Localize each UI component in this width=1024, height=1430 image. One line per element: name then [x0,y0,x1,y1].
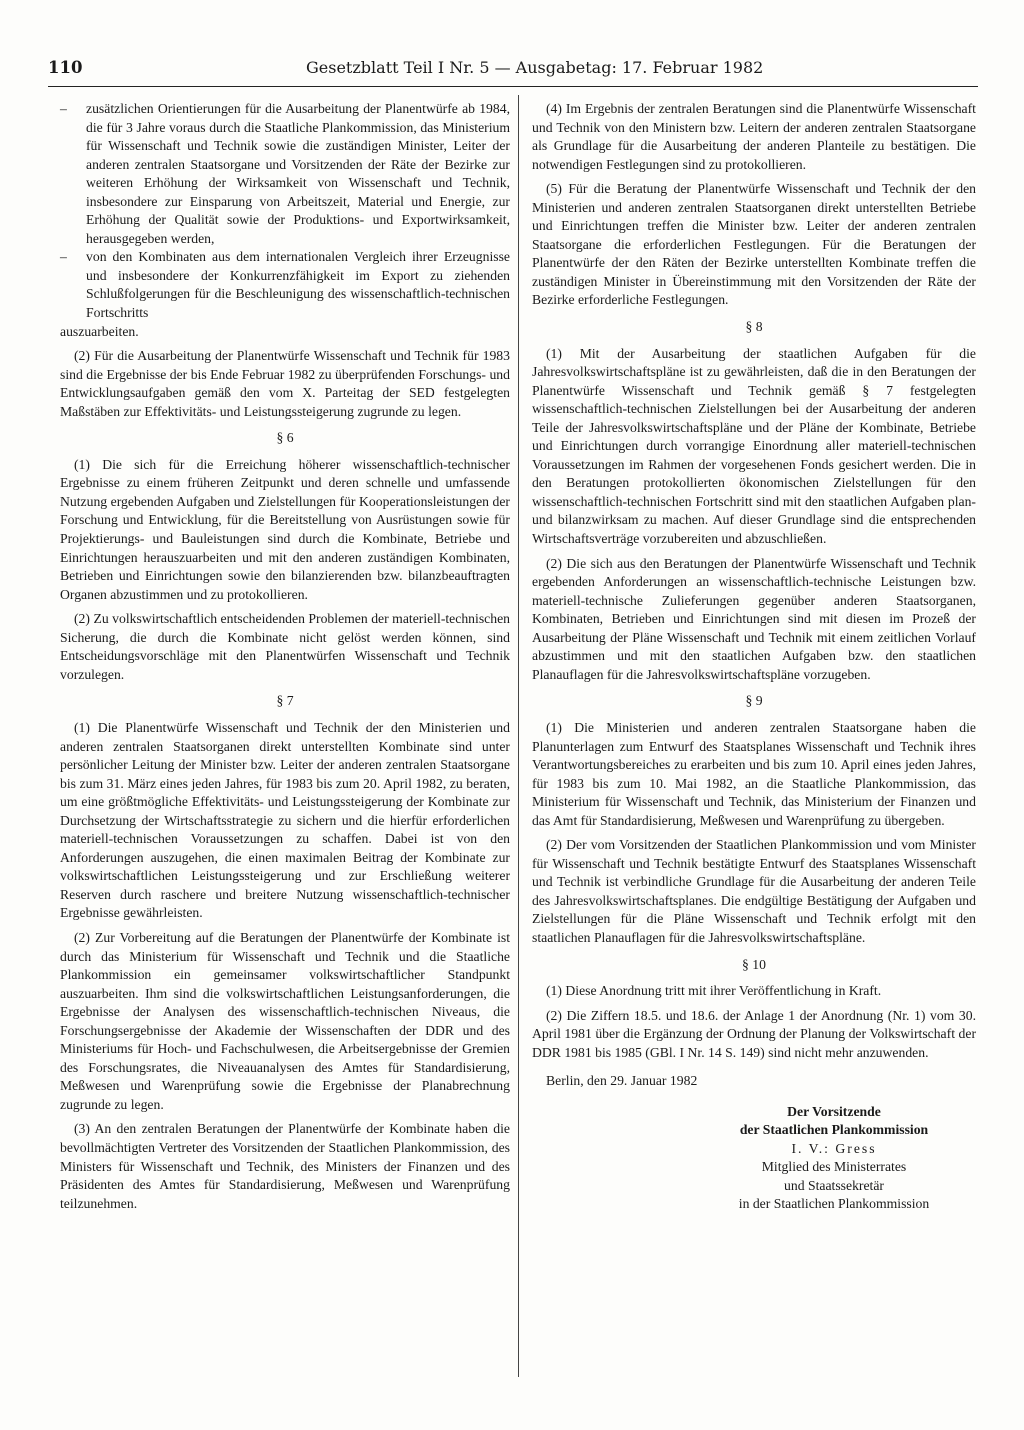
list-item [60,100,510,248]
column-divider [518,95,519,1377]
section-heading-8: § 8 [745,319,763,335]
list-item-text: zusätzlichen Orientierungen für die Ausarbeitung der Planentwürfe ab 1984, die für 3 Jahre voraus durch die Staatliche Plankommission, das Ministerium für Wissenschaft und Technik sowie die zuständigen Minister, Leiter der anderen zentralen Staatsorgane und Vorsitzenden der Räte der Bezirke zur weiteren Erhöhung der Wirksamkeit von Wissenschaft und Technik, insbesondere zur Einsparung von Arbeitszeit, Material und Energie, zur Erhöhung der Qualität sowie der Produktions- und Exportwirksamkeit, herausgegeben werden, [86,101,510,246]
paragraph-7-3: (3) An den zentralen Beratungen der Planentwürfe der Kombinate haben die bevollmächtigten Vertreter des Vorsitzenden der Staatlichen Plankommission, des Ministers für Wissenschaft und Technik, des Ministers der Finanzen und des Präsidenten des Amtes für Standardisierung, Meßwesen und Warenprüfung teilzunehmen. [60,1121,510,1211]
paragraph-10-1: (1) Diese Anordnung tritt mit ihrer Veröffentlichung in Kraft. [546,983,882,999]
paragraph-8-1: (1) Mit der Ausarbeitung der staatlichen Aufgaben für die Jahresvolkswirtschaftspläne ist zu gewährleisten, daß die in den Beratungen der Planentwürfe Wissenschaft und Technik gemäß § 7 festgelegten wissenschaftlich-technischen Zielstellungen bei der Ausarbeitung der anderen Teile der Jahresvolkswirtschaftspläne und der Pläne der Kombinate, Betriebe und Einrichtungen durch vorrangige Einordnung aller materiell-technischen Voraussetzungen im Rahmen der vorgesehenen Fonds gesichert werden. Die in den Beratungen protokollierten ökonomischen Zielstellungen für den wissenschaftlich-technischen Fortschritt sind mit den staatlichen Aufgaben plan- und bilanzwirksam zu machen. Auf dieser Grundlage sind die entsprechenden Wirtschaftsverträge vorzubereiten und abzuschließen. [532,345,976,547]
paragraph-6-1: (1) Die sich für die Erreichung höherer wissenschaftlich-technischer Ergebnisse zu einem früheren Zeitpunkt und deren schnelle und umfassende Nutzung ergebenden Aufgaben und Zielstellungen für Kooperationsleistungen der Forschung und Entwicklung, für die Bereitstellung von Ausrüstungen sowie für Projektierungs- und Bauleistungen sind durch die Kombinate, Betriebe und Einrichtungen herauszuarbeiten und mit den anderen zuständigen Kombinaten, Betrieben und Einrichtungen sowie den bilanzierenden bzw. bilanzbeauftragten Organen abzustimmen und zu protokollieren. [60,456,510,602]
section-heading-10: § 10 [742,956,766,972]
paragraph-7-4: (4) Im Ergebnis der zentralen Beratungen sind die Planentwürfe Wissenschaft und Technik von den Ministern bzw. Leitern der anderen zentralen Staatsorgane als Grundlage für die Ausarbeitung der anderen Planteile zu bestätigen. Die notwendigen Festlegungen sind zu protokollieren. [532,101,976,172]
signatory-role-organisation: der Staatlichen Plankommission [739,1122,929,1138]
signatory-title: in der Staatlichen Plankommission [738,1196,930,1212]
paragraph-10-2: (2) Die Ziffern 18.5. und 18.6. der Anlage 1 der Anordnung (Nr. 1) vom 30. April 1981 über die Ergänzung der Ordnung der Planung der Volkswirtschaft der DDR 1981 bis 1985 (GBl. I Nr. 14 S. 149) sind nicht mehr anzuwenden. [532,1007,976,1060]
left-column [60,100,510,1219]
right-column [532,100,976,1214]
section-heading-6: § 6 [276,430,294,446]
paragraph-6-2: (2) Zu volkswirtschaftlich entscheidenden Problemen der materiell-technischen Sicherung, die durch die Kombinate nicht gelöst werden können, sind Entscheidungsvorschläge mit den Planentwürfen Wissenschaft und Technik vorzulegen. [60,611,510,682]
running-title: Gesetzblatt Teil I Nr. 5 — Ausgabetag: 17. Februar 1982 [306,58,764,77]
list-item [60,248,510,322]
signatory-role: Der Vorsitzende [787,1103,881,1119]
list-item-text: von den Kombinaten aus dem internationalen Vergleich ihrer Erzeugnisse und insbesondere der Konkurrenzfähigkeit im Export zu ziehenden Schlußfolgerungen für die Beschleunigung des wissenschaftlich-technischen Fortschritts [86,249,510,321]
header-rule [48,86,978,87]
paragraph-7-1: (1) Die Planentwürfe Wissenschaft und Technik der den Ministerien und anderen zentralen Staatsorganen direkt unterstellten Kombinate sind unter persönlicher Leitung der Minister bzw. Leiter der anderen zentralen Staatsorgane bis zum 31. März eines jeden Jahres, für 1983 bis zum 20. April 1982, zu beraten, um eine größtmögliche Effektivitäts- und Leistungssteigerung der Kombinate zur Durchsetzung der Wirtschaftsstrategie zu sichern und die hierfür erforderlichen materiell-technischen Voraussetzungen zu schaffen. Dabei ist von den Anforderungen auszugehen, die einen maximalen Beitrag der Kombinate zur volkswirtschaftlichen Leistungssteigerung und zur Erschließung weiterer Reserven durch raschere und breitere Nutzung wissenschaftlich-technischer Ergebnisse gewährleisten. [60,719,510,921]
page-header [48,54,978,82]
paragraph-7-5: (5) Für die Beratung der Planentwürfe Wissenschaft und Technik der den Ministerien und anderen zentralen Staatsorganen direkt unterstellten Betriebe und Einrichtungen treffen die Minister bzw. Leiter der anderen zentralen Staatsorgane die erforderlichen Festlegungen. Für die Beratungen der Planentwürfe der den Räten der Bezirke unterstellten Kombinate treffen die zuständigen Minister in Übereinstimmung mit den Vorsitzenden der Räte der Bezirke erforderliche Festlegungen. [532,181,976,308]
paragraph-9-2: (2) Der vom Vorsitzenden der Staatlichen Plankommission und vom Minister für Wissenschaft und Technik bestätigte Entwurf des Staatsplanes Wissenschaft und Technik ist verbindliche Grundlage für die Ausarbeitung der anderen Teile des Jahresvolkswirtschaftsplanes. Die endgültige Bestätigung der Aufgaben und Zielstellungen für die Pläne Wissenschaft und Technik erfolgt mit den staatlichen Planauflagen für die Jahresvolkswirtschaftspläne. [532,837,976,945]
page-number: 110 [48,58,83,77]
place-date: Berlin, den 29. Januar 1982 [546,1073,698,1089]
signature-block [532,1103,976,1214]
paragraph-8-2: (2) Die sich aus den Beratungen der Planentwürfe Wissenschaft und Technik ergebenden Anforderungen an wissenschaftlich-technische Leistungen bzw. materiell-technische Zulieferungen gegenüber anderen Staatsorganen, Kombinaten, Betrieben und Einrichtungen sind mit diesen im Prozeß der Ausarbeitung der Pläne Wissenschaft und Technik mit einem zeitlichen Vorlauf abzustimmen und mit den staatlichen Aufgaben bzw. den staatlichen Planauflagen für die Jahresvolkswirtschaftspläne vorzugeben. [532,555,976,682]
signatory-name: I. V.: Gress [791,1140,877,1156]
section-heading-9: § 9 [745,693,763,709]
paragraph-9-1: (1) Die Ministerien und anderen zentralen Staatsorgane haben die Planunterlagen zum Entwurf des Staatsplanes Wissenschaft und Technik ihres Verantwortungsbereiches zu erarbeiten und bis zum 10. April eines jeden Jahres, für 1983 bis zum 10. Mai 1982, an die Staatliche Plankommission, das Ministerium für Wissenschaft und Technik, das Ministerium der Finanzen und das Amt für Standardisierung, Meßwesen und Warenprüfung zu übergeben. [532,719,976,828]
paragraph-5-2: (2) Für die Ausarbeitung der Planentwürfe Wissenschaft und Technik für 1983 sind die Ergebnisse der bis Ende Februar 1982 zu überprüfenden Forschungs- und Entwicklungsaufgaben gemäß den vom X. Parteitag der SED festgelegten Maßstäben zur Effektivitäts- und Leistungssteigerung zugrunde zu legen. [60,348,510,419]
signatory-title: und Staatssekretär [784,1177,884,1193]
signatory-title: Mitglied des Ministerrates [761,1159,907,1175]
dash-marker: – [60,101,67,116]
section-heading-7: § 7 [276,693,294,709]
paragraph-7-2: (2) Zur Vorbereitung auf die Beratungen der Planentwürfe der Kombinate ist durch das Ministerium für Wissenschaft und Technik und die Staatliche Plankommission ein gemeinsamer volkswirtschaftlicher Standpunkt auszuarbeiten. Ihm sind die volkswirtschaftlichen Leistungsanforderungen, die Ergebnisse der Analysen des wissenschaftlich-technischen Niveaus, die Forschungsergebnisse der Akademie der Wissenschaften der DDR und des Ministeriums für Hoch- und Fachschulwesen, die Arbeitsergebnisse der Gremien des Forschungsrates, die Niveauanalysen des Amtes für Standardisierung, Meßwesen und Warenprüfung sowie die Ergebnisse der Planabrechnung zugrunde zu legen. [60,929,510,1112]
dash-marker: – [60,249,67,265]
paragraph-tail: auszuarbeiten. [60,323,139,339]
